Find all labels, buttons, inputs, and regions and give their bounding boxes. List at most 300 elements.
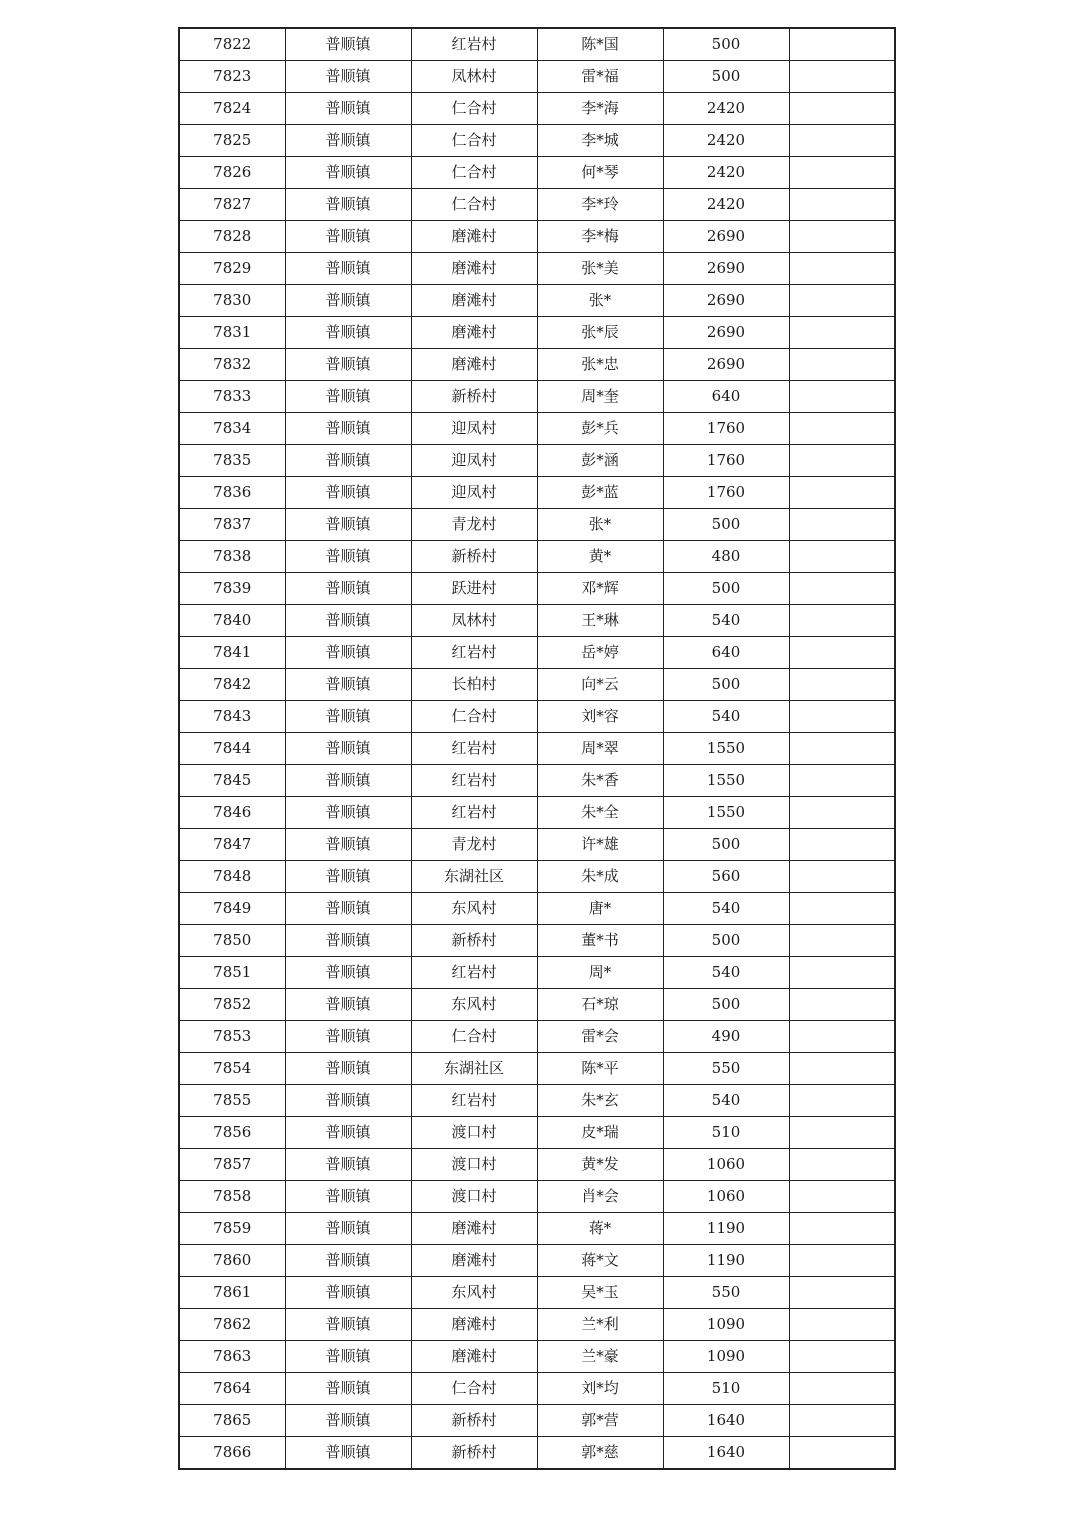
name-cell: 张*辰 <box>537 317 663 349</box>
amount-cell: 540 <box>663 605 789 637</box>
serial-number-cell: 7861 <box>179 1277 285 1309</box>
remark-cell <box>789 1309 895 1341</box>
table-row <box>179 1053 895 1085</box>
town-cell: 普顺镇 <box>285 637 411 669</box>
amount-cell: 1060 <box>663 1181 789 1213</box>
name-cell: 许*雄 <box>537 829 663 861</box>
remark-cell <box>789 1405 895 1437</box>
serial-number-cell: 7863 <box>179 1341 285 1373</box>
name-cell: 兰*豪 <box>537 1341 663 1373</box>
amount-cell: 2690 <box>663 285 789 317</box>
remark-cell <box>789 1245 895 1277</box>
table-row <box>179 1213 895 1245</box>
serial-number-cell: 7842 <box>179 669 285 701</box>
town-cell: 普顺镇 <box>285 93 411 125</box>
serial-number-cell: 7845 <box>179 765 285 797</box>
amount-cell: 2420 <box>663 125 789 157</box>
name-cell: 李*海 <box>537 93 663 125</box>
serial-number-cell: 7823 <box>179 61 285 93</box>
village-cell: 凤林村 <box>411 605 537 637</box>
table-row <box>179 669 895 701</box>
table-row <box>179 1437 895 1470</box>
name-cell: 向*云 <box>537 669 663 701</box>
town-cell: 普顺镇 <box>285 1341 411 1373</box>
village-cell: 红岩村 <box>411 1085 537 1117</box>
town-cell: 普顺镇 <box>285 1117 411 1149</box>
serial-number-cell: 7836 <box>179 477 285 509</box>
remark-cell <box>789 1213 895 1245</box>
table-row <box>179 541 895 573</box>
name-cell: 肖*会 <box>537 1181 663 1213</box>
amount-cell: 510 <box>663 1373 789 1405</box>
serial-number-cell: 7827 <box>179 189 285 221</box>
town-cell: 普顺镇 <box>285 253 411 285</box>
table-row <box>179 1149 895 1181</box>
name-cell: 彭*兵 <box>537 413 663 445</box>
amount-cell: 1760 <box>663 477 789 509</box>
serial-number-cell: 7831 <box>179 317 285 349</box>
table-row <box>179 413 895 445</box>
town-cell: 普顺镇 <box>285 1277 411 1309</box>
name-cell: 唐* <box>537 893 663 925</box>
amount-cell: 500 <box>663 829 789 861</box>
town-cell: 普顺镇 <box>285 125 411 157</box>
town-cell: 普顺镇 <box>285 1373 411 1405</box>
table-row <box>179 957 895 989</box>
name-cell: 周*奎 <box>537 381 663 413</box>
name-cell: 岳*婷 <box>537 637 663 669</box>
serial-number-cell: 7850 <box>179 925 285 957</box>
amount-cell: 2420 <box>663 189 789 221</box>
village-cell: 红岩村 <box>411 637 537 669</box>
serial-number-cell: 7851 <box>179 957 285 989</box>
village-cell: 新桥村 <box>411 541 537 573</box>
name-cell: 刘*容 <box>537 701 663 733</box>
amount-cell: 1090 <box>663 1309 789 1341</box>
table-row <box>179 253 895 285</box>
village-cell: 仁合村 <box>411 1021 537 1053</box>
village-cell: 青龙村 <box>411 509 537 541</box>
remark-cell <box>789 509 895 541</box>
name-cell: 兰*利 <box>537 1309 663 1341</box>
serial-number-cell: 7859 <box>179 1213 285 1245</box>
table-row <box>179 477 895 509</box>
name-cell: 张* <box>537 285 663 317</box>
table-row <box>179 509 895 541</box>
remark-cell <box>789 861 895 893</box>
village-cell: 磨滩村 <box>411 349 537 381</box>
town-cell: 普顺镇 <box>285 509 411 541</box>
amount-cell: 550 <box>663 1053 789 1085</box>
remark-cell <box>789 349 895 381</box>
serial-number-cell: 7828 <box>179 221 285 253</box>
amount-cell: 2690 <box>663 349 789 381</box>
remark-cell <box>789 1277 895 1309</box>
remark-cell <box>789 317 895 349</box>
town-cell: 普顺镇 <box>285 349 411 381</box>
amount-cell: 2690 <box>663 317 789 349</box>
town-cell: 普顺镇 <box>285 733 411 765</box>
serial-number-cell: 7855 <box>179 1085 285 1117</box>
remark-cell <box>789 701 895 733</box>
remark-cell <box>789 1373 895 1405</box>
table-row <box>179 989 895 1021</box>
name-cell: 邓*辉 <box>537 573 663 605</box>
serial-number-cell: 7825 <box>179 125 285 157</box>
name-cell: 郭*营 <box>537 1405 663 1437</box>
name-cell: 李*玲 <box>537 189 663 221</box>
town-cell: 普顺镇 <box>285 381 411 413</box>
village-cell: 红岩村 <box>411 733 537 765</box>
serial-number-cell: 7866 <box>179 1437 285 1470</box>
serial-number-cell: 7833 <box>179 381 285 413</box>
remark-cell <box>789 477 895 509</box>
name-cell: 李*城 <box>537 125 663 157</box>
remark-cell <box>789 669 895 701</box>
name-cell: 王*琳 <box>537 605 663 637</box>
village-cell: 磨滩村 <box>411 285 537 317</box>
table-row <box>179 317 895 349</box>
amount-cell: 540 <box>663 1085 789 1117</box>
name-cell: 周* <box>537 957 663 989</box>
remark-cell <box>789 445 895 477</box>
name-cell: 朱*成 <box>537 861 663 893</box>
table-row <box>179 157 895 189</box>
roster-table-body <box>179 28 895 1469</box>
amount-cell: 500 <box>663 669 789 701</box>
serial-number-cell: 7837 <box>179 509 285 541</box>
serial-number-cell: 7829 <box>179 253 285 285</box>
town-cell: 普顺镇 <box>285 1213 411 1245</box>
amount-cell: 1640 <box>663 1437 789 1470</box>
amount-cell: 640 <box>663 637 789 669</box>
table-row <box>179 637 895 669</box>
name-cell: 朱*香 <box>537 765 663 797</box>
name-cell: 刘*均 <box>537 1373 663 1405</box>
table-row <box>179 61 895 93</box>
serial-number-cell: 7830 <box>179 285 285 317</box>
table-row <box>179 189 895 221</box>
table-row <box>179 1405 895 1437</box>
serial-number-cell: 7853 <box>179 1021 285 1053</box>
amount-cell: 1640 <box>663 1405 789 1437</box>
remark-cell <box>789 221 895 253</box>
remark-cell <box>789 765 895 797</box>
amount-cell: 1760 <box>663 445 789 477</box>
town-cell: 普顺镇 <box>285 701 411 733</box>
village-cell: 仁合村 <box>411 125 537 157</box>
serial-number-cell: 7824 <box>179 93 285 125</box>
amount-cell: 510 <box>663 1117 789 1149</box>
table-row <box>179 1373 895 1405</box>
serial-number-cell: 7854 <box>179 1053 285 1085</box>
village-cell: 红岩村 <box>411 797 537 829</box>
town-cell: 普顺镇 <box>285 1309 411 1341</box>
town-cell: 普顺镇 <box>285 861 411 893</box>
name-cell: 蒋* <box>537 1213 663 1245</box>
amount-cell: 1550 <box>663 765 789 797</box>
serial-number-cell: 7834 <box>179 413 285 445</box>
serial-number-cell: 7865 <box>179 1405 285 1437</box>
town-cell: 普顺镇 <box>285 893 411 925</box>
remark-cell <box>789 1085 895 1117</box>
village-cell: 迎凤村 <box>411 413 537 445</box>
table-row <box>179 1309 895 1341</box>
remark-cell <box>789 157 895 189</box>
name-cell: 何*琴 <box>537 157 663 189</box>
town-cell: 普顺镇 <box>285 189 411 221</box>
name-cell: 陈*国 <box>537 28 663 61</box>
table-row <box>179 28 895 61</box>
village-cell: 磨滩村 <box>411 253 537 285</box>
town-cell: 普顺镇 <box>285 1149 411 1181</box>
name-cell: 雷*会 <box>537 1021 663 1053</box>
town-cell: 普顺镇 <box>285 765 411 797</box>
village-cell: 磨滩村 <box>411 221 537 253</box>
serial-number-cell: 7857 <box>179 1149 285 1181</box>
name-cell: 黄*发 <box>537 1149 663 1181</box>
table-row <box>179 765 895 797</box>
village-cell: 红岩村 <box>411 765 537 797</box>
village-cell: 渡口村 <box>411 1117 537 1149</box>
name-cell: 吴*玉 <box>537 1277 663 1309</box>
village-cell: 新桥村 <box>411 1405 537 1437</box>
remark-cell <box>789 1117 895 1149</box>
town-cell: 普顺镇 <box>285 1053 411 1085</box>
table-row <box>179 1021 895 1053</box>
town-cell: 普顺镇 <box>285 1405 411 1437</box>
village-cell: 迎凤村 <box>411 477 537 509</box>
name-cell: 朱*全 <box>537 797 663 829</box>
amount-cell: 500 <box>663 989 789 1021</box>
village-cell: 东风村 <box>411 893 537 925</box>
town-cell: 普顺镇 <box>285 1085 411 1117</box>
town-cell: 普顺镇 <box>285 221 411 253</box>
amount-cell: 500 <box>663 573 789 605</box>
serial-number-cell: 7843 <box>179 701 285 733</box>
remark-cell <box>789 1149 895 1181</box>
village-cell: 新桥村 <box>411 925 537 957</box>
amount-cell: 500 <box>663 925 789 957</box>
village-cell: 跃进村 <box>411 573 537 605</box>
village-cell: 渡口村 <box>411 1149 537 1181</box>
remark-cell <box>789 893 895 925</box>
name-cell: 蒋*文 <box>537 1245 663 1277</box>
serial-number-cell: 7860 <box>179 1245 285 1277</box>
amount-cell: 1550 <box>663 797 789 829</box>
remark-cell <box>789 797 895 829</box>
table-row <box>179 1117 895 1149</box>
table-row <box>179 861 895 893</box>
village-cell: 磨滩村 <box>411 317 537 349</box>
remark-cell <box>789 573 895 605</box>
remark-cell <box>789 1341 895 1373</box>
amount-cell: 1190 <box>663 1245 789 1277</box>
name-cell: 朱*玄 <box>537 1085 663 1117</box>
name-cell: 陈*平 <box>537 1053 663 1085</box>
name-cell: 张*忠 <box>537 349 663 381</box>
remark-cell <box>789 28 895 61</box>
serial-number-cell: 7839 <box>179 573 285 605</box>
town-cell: 普顺镇 <box>285 317 411 349</box>
town-cell: 普顺镇 <box>285 605 411 637</box>
remark-cell <box>789 637 895 669</box>
village-cell: 渡口村 <box>411 1181 537 1213</box>
name-cell: 周*翠 <box>537 733 663 765</box>
table-row <box>179 285 895 317</box>
town-cell: 普顺镇 <box>285 445 411 477</box>
table-row <box>179 1277 895 1309</box>
table-row <box>179 925 895 957</box>
village-cell: 东风村 <box>411 989 537 1021</box>
remark-cell <box>789 61 895 93</box>
amount-cell: 560 <box>663 861 789 893</box>
amount-cell: 1550 <box>663 733 789 765</box>
serial-number-cell: 7848 <box>179 861 285 893</box>
village-cell: 仁合村 <box>411 189 537 221</box>
roster-table <box>178 27 896 1470</box>
amount-cell: 2420 <box>663 93 789 125</box>
serial-number-cell: 7858 <box>179 1181 285 1213</box>
name-cell: 彭*涵 <box>537 445 663 477</box>
table-row <box>179 797 895 829</box>
amount-cell: 2690 <box>663 221 789 253</box>
table-row <box>179 893 895 925</box>
village-cell: 仁合村 <box>411 701 537 733</box>
name-cell: 董*书 <box>537 925 663 957</box>
town-cell: 普顺镇 <box>285 1021 411 1053</box>
village-cell: 新桥村 <box>411 381 537 413</box>
town-cell: 普顺镇 <box>285 1245 411 1277</box>
amount-cell: 500 <box>663 28 789 61</box>
remark-cell <box>789 285 895 317</box>
serial-number-cell: 7838 <box>179 541 285 573</box>
town-cell: 普顺镇 <box>285 413 411 445</box>
town-cell: 普顺镇 <box>285 797 411 829</box>
name-cell: 彭*蓝 <box>537 477 663 509</box>
table-row <box>179 1341 895 1373</box>
town-cell: 普顺镇 <box>285 285 411 317</box>
remark-cell <box>789 605 895 637</box>
remark-cell <box>789 413 895 445</box>
serial-number-cell: 7856 <box>179 1117 285 1149</box>
village-cell: 东湖社区 <box>411 861 537 893</box>
table-row <box>179 701 895 733</box>
serial-number-cell: 7852 <box>179 989 285 1021</box>
village-cell: 磨滩村 <box>411 1213 537 1245</box>
table-row <box>179 733 895 765</box>
village-cell: 磨滩村 <box>411 1341 537 1373</box>
table-row <box>179 349 895 381</box>
village-cell: 磨滩村 <box>411 1309 537 1341</box>
amount-cell: 1090 <box>663 1341 789 1373</box>
amount-cell: 1060 <box>663 1149 789 1181</box>
village-cell: 迎凤村 <box>411 445 537 477</box>
remark-cell <box>789 925 895 957</box>
serial-number-cell: 7849 <box>179 893 285 925</box>
name-cell: 郭*慈 <box>537 1437 663 1470</box>
town-cell: 普顺镇 <box>285 28 411 61</box>
town-cell: 普顺镇 <box>285 541 411 573</box>
amount-cell: 490 <box>663 1021 789 1053</box>
town-cell: 普顺镇 <box>285 829 411 861</box>
serial-number-cell: 7826 <box>179 157 285 189</box>
village-cell: 磨滩村 <box>411 1245 537 1277</box>
remark-cell <box>789 93 895 125</box>
remark-cell <box>789 1181 895 1213</box>
amount-cell: 480 <box>663 541 789 573</box>
table-row <box>179 1245 895 1277</box>
serial-number-cell: 7862 <box>179 1309 285 1341</box>
village-cell: 红岩村 <box>411 957 537 989</box>
name-cell: 黄* <box>537 541 663 573</box>
amount-cell: 540 <box>663 893 789 925</box>
document-page <box>178 27 894 1470</box>
table-row <box>179 1181 895 1213</box>
serial-number-cell: 7822 <box>179 28 285 61</box>
town-cell: 普顺镇 <box>285 1181 411 1213</box>
amount-cell: 540 <box>663 957 789 989</box>
remark-cell <box>789 733 895 765</box>
town-cell: 普顺镇 <box>285 989 411 1021</box>
town-cell: 普顺镇 <box>285 925 411 957</box>
amount-cell: 2420 <box>663 157 789 189</box>
remark-cell <box>789 189 895 221</box>
serial-number-cell: 7846 <box>179 797 285 829</box>
village-cell: 青龙村 <box>411 829 537 861</box>
amount-cell: 1760 <box>663 413 789 445</box>
town-cell: 普顺镇 <box>285 61 411 93</box>
name-cell: 张*美 <box>537 253 663 285</box>
town-cell: 普顺镇 <box>285 157 411 189</box>
remark-cell <box>789 381 895 413</box>
town-cell: 普顺镇 <box>285 957 411 989</box>
remark-cell <box>789 1437 895 1470</box>
village-cell: 东湖社区 <box>411 1053 537 1085</box>
remark-cell <box>789 989 895 1021</box>
table-row <box>179 381 895 413</box>
table-row <box>179 221 895 253</box>
serial-number-cell: 7844 <box>179 733 285 765</box>
name-cell: 石*琼 <box>537 989 663 1021</box>
amount-cell: 540 <box>663 701 789 733</box>
amount-cell: 500 <box>663 61 789 93</box>
name-cell: 张* <box>537 509 663 541</box>
serial-number-cell: 7864 <box>179 1373 285 1405</box>
town-cell: 普顺镇 <box>285 573 411 605</box>
amount-cell: 500 <box>663 509 789 541</box>
village-cell: 仁合村 <box>411 157 537 189</box>
village-cell: 长柏村 <box>411 669 537 701</box>
name-cell: 雷*福 <box>537 61 663 93</box>
amount-cell: 550 <box>663 1277 789 1309</box>
remark-cell <box>789 541 895 573</box>
remark-cell <box>789 829 895 861</box>
amount-cell: 2690 <box>663 253 789 285</box>
remark-cell <box>789 957 895 989</box>
village-cell: 东风村 <box>411 1277 537 1309</box>
serial-number-cell: 7835 <box>179 445 285 477</box>
amount-cell: 640 <box>663 381 789 413</box>
village-cell: 新桥村 <box>411 1437 537 1470</box>
amount-cell: 1190 <box>663 1213 789 1245</box>
serial-number-cell: 7832 <box>179 349 285 381</box>
serial-number-cell: 7840 <box>179 605 285 637</box>
table-row <box>179 93 895 125</box>
serial-number-cell: 7847 <box>179 829 285 861</box>
village-cell: 红岩村 <box>411 28 537 61</box>
table-row <box>179 829 895 861</box>
